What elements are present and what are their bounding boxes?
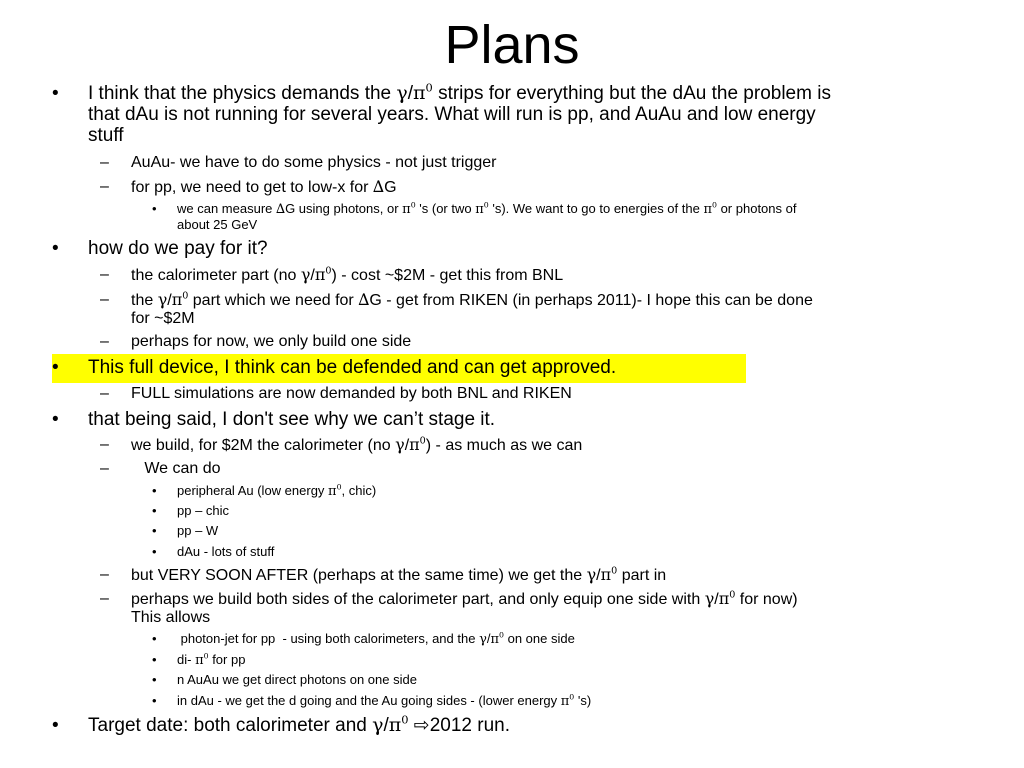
item-text: pp – chic [177,503,230,518]
bullet-marker: • [152,693,157,708]
bullet-marker: • [152,523,157,538]
item-text: di- $\pi^0$ for pp [177,651,246,668]
page-title: Plans [444,15,580,75]
item-text: FULL simulations are now demanded by both BNL and RIKEN [131,385,572,402]
bullet-marker: • [152,544,157,559]
dash-marker: – [100,333,109,350]
bullet-marker: • [52,238,59,259]
item-text: how do we pay for it? [88,238,268,259]
bullet-marker: • [52,715,59,736]
item-text: the calorimeter part (no $\gamma/\pi^0$) - cost ~$2M - get this from BNL [131,265,564,284]
bullet-marker: • [52,83,59,104]
item-text: for ~$2M [131,310,195,327]
dash-marker: – [100,590,109,607]
item-text: perhaps for now, we only build one side [131,333,412,350]
arrow-icon: ⇨ [413,714,430,736]
item-text: I think that the physics demands the $\gamma/\pi^0$ strips for everything but the dAu the problem is [88,80,831,104]
item-text: about 25 GeV [177,217,258,232]
item-text: the $\gamma/\pi^0$ part which we need for ∆G - get from RIKEN (in perhaps 2011)- I hope this can be done [131,290,813,309]
item-text: Target date: both calorimeter and $\gamma/\pi^0$ ⇨2012 run. [88,712,510,736]
item-text: peripheral Au (low energy $\pi^0$, chic) [177,482,377,499]
dash-marker: – [100,291,109,308]
dash-marker: – [100,436,109,453]
item-text: in dAu - we get the d going and the Au going sides - (lower energy $\pi^0$ 's) [177,692,592,709]
bullet-marker: • [152,652,157,667]
bullet-marker: • [152,631,157,646]
item-text: for pp, we need to get to low-x for ∆G [131,177,397,196]
item-text: This full device, I think can be defended and can get approved. [88,357,617,378]
bullet-marker: • [152,483,157,498]
item-text: dAu - lots of stuff [177,544,275,559]
dash-marker: – [100,385,109,402]
dash-marker: – [100,460,109,477]
item-text: that dAu is not running for several years. What will run is pp, and AuAu and low energy [88,104,816,125]
bullet-marker: • [152,672,157,687]
item-text: AuAu- we have to do some physics - not just trigger [131,154,497,171]
dash-marker: – [100,154,109,171]
item-text: photon-jet for pp - using both calorimeters, and the $\gamma/\pi^0$ on one side [177,630,575,647]
bullet-marker: • [52,357,59,378]
dash-marker: – [100,178,109,195]
bullet-marker: • [152,201,157,216]
item-text: that being said, I don't see why we can’t stage it. [88,409,496,430]
item-text: but VERY SOON AFTER (perhaps at the same time) we get the $\gamma/\pi^0$ part in [131,565,667,584]
item-text: we build, for $2M the calorimeter (no $\gamma/\pi^0$) - as much as we can [131,435,583,454]
item-text: perhaps we build both sides of the calorimeter part, and only equip one side with $\gamma/\pi^0$ for now) [131,589,798,608]
item-text: pp – W [177,523,219,538]
item-text: we can measure ∆G using photons, or $\pi^0$ 's (or two $\pi^0$ 's). We want to go to energies of the $\pi^0$ or photons of [177,200,797,217]
item-text: stuff [88,125,124,146]
dash-marker: – [100,566,109,583]
dash-marker: – [100,266,109,283]
item-text: n AuAu we get direct photons on one side [177,672,417,687]
item-text: This allows [131,609,211,626]
bullet-marker: • [152,503,157,518]
item-text: We can do [131,460,221,477]
bullet-marker: • [52,409,59,430]
